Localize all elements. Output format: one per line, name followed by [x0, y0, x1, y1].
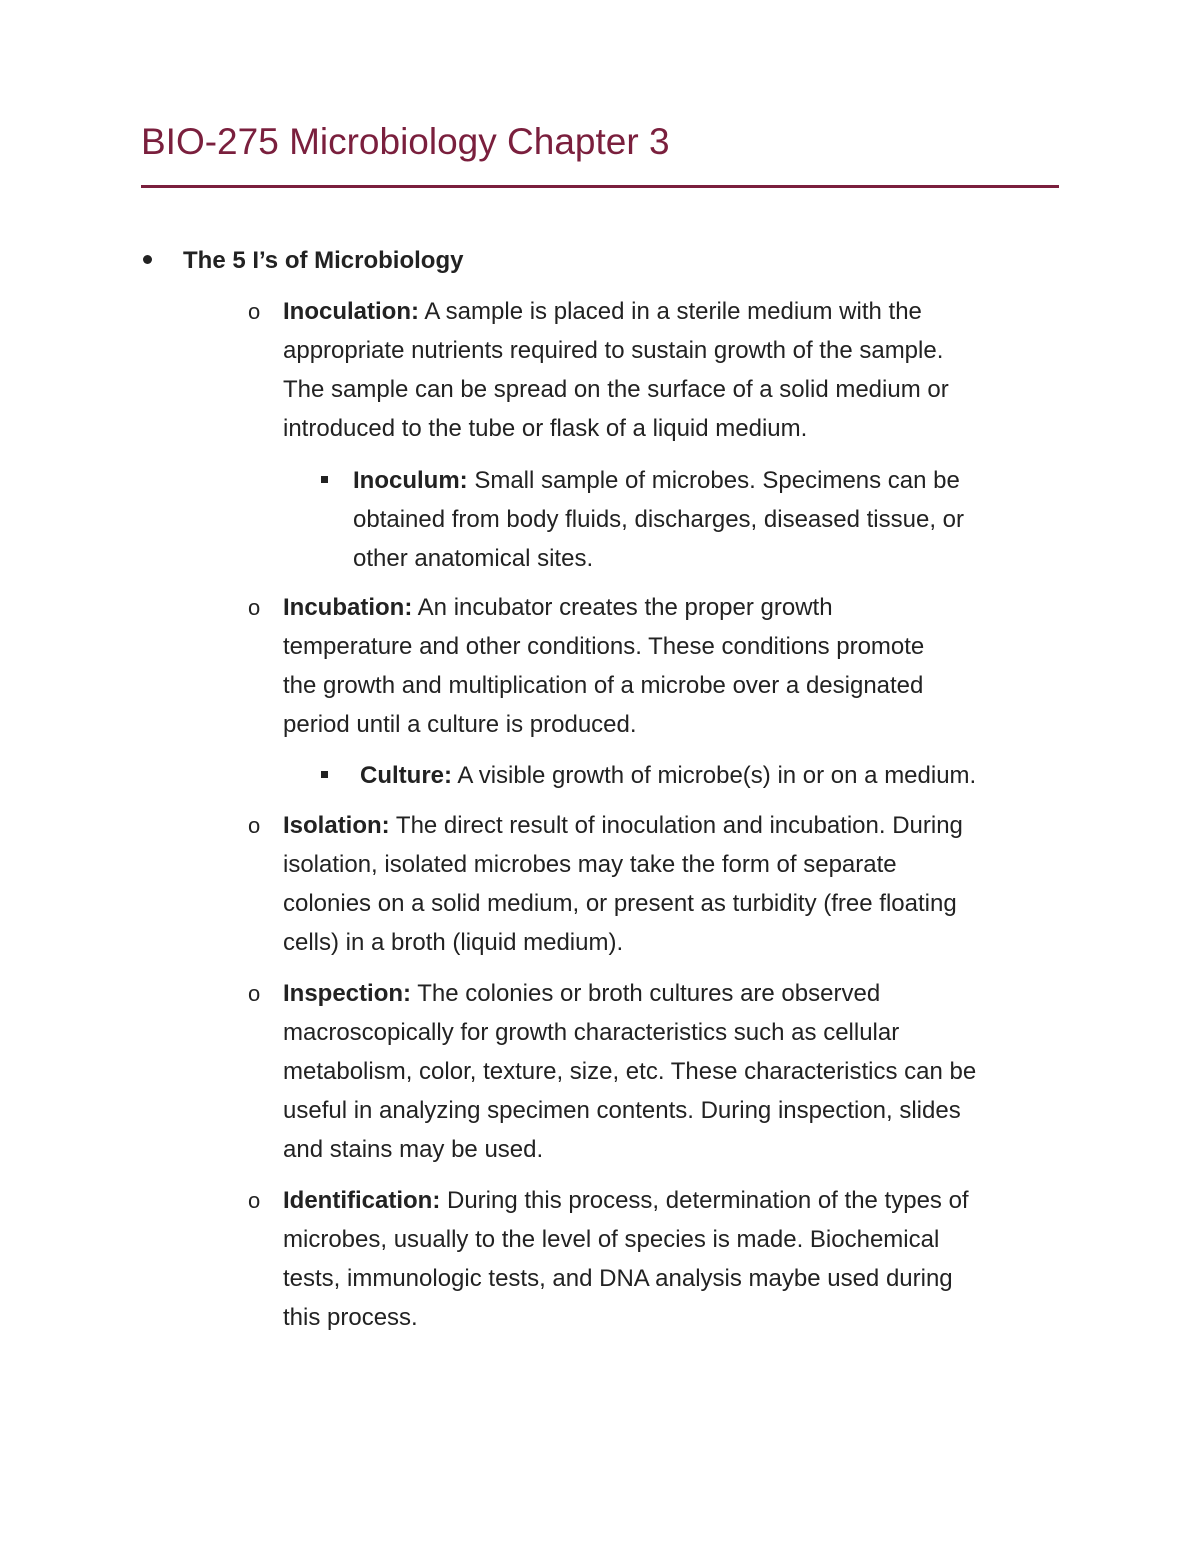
list-item-text: introduced to the tube or flask of a liquid medium.	[283, 415, 808, 442]
term-inoculation: Inoculation:	[283, 298, 419, 325]
list-item-text: During this process, determination of the types of	[440, 1187, 969, 1214]
list-item-text: microbes, usually to the level of species is made. Biochemical	[283, 1226, 940, 1253]
list-item-text: obtained from body fluids, discharges, diseased tissue, or	[353, 506, 965, 533]
list-item-text: temperature and other conditions. These conditions promote	[283, 633, 925, 660]
list-item-text: Small sample of microbes. Specimens can be	[467, 467, 960, 494]
circle-bullet-icon: o	[248, 1188, 261, 1213]
list-item-text: cells) in a broth (liquid medium).	[283, 929, 624, 956]
document-title: BIO-275 Microbiology Chapter 3	[141, 121, 670, 162]
outline-heading: The 5 I’s of Microbiology	[183, 247, 464, 274]
list-item-text: the growth and multiplication of a microbe over a designated	[283, 672, 924, 699]
list-item-text: metabolism, color, texture, size, etc. These characteristics can be	[283, 1058, 977, 1085]
circle-bullet-icon: o	[248, 813, 261, 838]
term-isolation: Isolation:	[283, 812, 390, 839]
circle-bullet-icon: o	[248, 299, 261, 324]
list-item-text: period until a culture is produced.	[283, 711, 637, 738]
list-item-text: The sample can be spread on the surface of a solid medium or	[283, 376, 949, 403]
list-item-text: other anatomical sites.	[353, 545, 594, 572]
list-item-text: and stains may be used.	[283, 1136, 544, 1163]
list-item-text: isolation, isolated microbes may take the form of separate	[283, 851, 897, 878]
square-bullet-icon	[321, 476, 328, 483]
list-item-text: useful in analyzing specimen contents. During inspection, slides	[283, 1097, 961, 1124]
list-item-text: appropriate nutrients required to sustain growth of the sample.	[283, 337, 944, 364]
term-inspection: Inspection:	[283, 980, 412, 1007]
bullet-dot-icon	[143, 255, 152, 264]
list-item-text: colonies on a solid medium, or present as turbidity (free floating	[283, 890, 957, 917]
list-item-text: this process.	[283, 1304, 418, 1331]
square-bullet-icon	[321, 771, 328, 778]
term-identification: Identification:	[283, 1187, 441, 1214]
list-item-text: A sample is placed in a sterile medium with the	[418, 298, 922, 325]
list-item-text: tests, immunologic tests, and DNA analysis maybe used during	[283, 1265, 953, 1292]
list-item-text: A visible growth of microbe(s) in or on a medium.	[452, 762, 977, 789]
list-item-text: The direct result of inoculation and incubation. During	[389, 812, 963, 839]
circle-bullet-icon: o	[248, 981, 261, 1006]
term-culture: Culture:	[360, 762, 452, 789]
title-divider	[141, 185, 1059, 188]
term-inoculum: Inoculum:	[353, 467, 468, 494]
list-item-text: macroscopically for growth characteristics such as cellular	[283, 1019, 900, 1046]
list-item-text: The colonies or broth cultures are observed	[411, 980, 881, 1007]
circle-bullet-icon: o	[248, 595, 261, 620]
term-incubation: Incubation:	[283, 594, 413, 621]
list-item-text: An incubator creates the proper growth	[412, 594, 833, 621]
